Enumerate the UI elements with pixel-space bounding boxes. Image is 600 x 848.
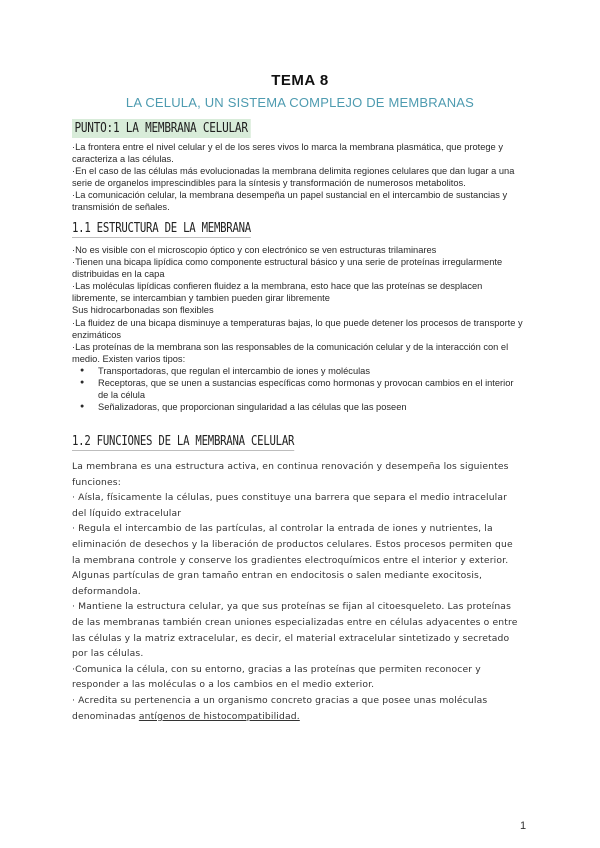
list-item: ● Señalizadoras, que proporcionan singularidad a las células que las poseen	[76, 401, 524, 413]
paragraph-text: · Acredita su pertenencia a un organismo concreto gracias a que posee unas moléculas denominadas	[72, 694, 488, 722]
paragraph: La membrana es una estructura activa, en continua renovación y desempeña los siguientes funciones:	[72, 461, 509, 488]
list-item: ● Receptoras, que se unen a sustancias específicas como hormonas y provocan cambios en el interior de la célula	[76, 377, 524, 401]
list-item: ● Transportadoras, que regulan el intercambio de iones y moléculas	[76, 365, 524, 377]
paragraph: ·No es visible con el microscopio óptico y con electrónico se ven estructuras trilaminares	[72, 245, 437, 255]
paragraph: · Mantiene la estructura celular, ya que sus proteínas se fijan al citoesqueleto. Las proteínas de las membranas también crean uniones especializadas entre en células adyacentes o entre las células y la matriz extracelular, es decir, el material extracelular sintetizado y secretado por las células.	[72, 601, 518, 660]
section-heading-membrana-celular: PUNTO:1 LA MEMBRANA CELULAR	[72, 119, 251, 138]
paragraph: ·Las proteínas de la membrana son las responsables de la comunicación celular y de la interacción con el medio. Existen varios tipos:	[72, 341, 509, 364]
paragraph: ·Tienen una bicapa lipídica como componente estructural básico y una serie de proteínas irregularmente distribuidas en la capa	[72, 257, 503, 280]
paragraph: ·La fluidez de una bicapa disminuye a temperaturas bajas, lo que puede detener los procesos de transporte y enzimáticos	[72, 317, 523, 340]
paragraph: ·La comunicación celular, la membrana desempeña un papel sustancial en el intercambio de sustancias y transmisión de señales.	[72, 190, 508, 213]
paragraph	[72, 693, 524, 724]
paragraph: Sus hidrocarbonadas son flexibles	[72, 305, 214, 316]
section1-body	[72, 141, 524, 214]
paragraph: ·Comunica la célula, con su entorno, gracias a las proteínas que permiten reconocer y responder a las moléculas o a los cambios en el medio exterior.	[72, 663, 481, 691]
paragraph: ·En el caso de las células más evolucionadas la membrana delimita regiones celulares que dan lugar a una serie de organelos imprescindibles para la síntesis y transformación de numerosos metabolitos.	[72, 166, 515, 189]
page-number: 1	[520, 820, 527, 832]
section-heading-funciones: 1.2 FUNCIONES DE LA MEMBRANA CELULAR	[72, 434, 295, 449]
section12-body	[72, 459, 524, 724]
paragraph: ·Las moléculas lipídicas confieren fluidez a la membrana, esto hace que las proteínas se desplacen libremente, se intercambian y tambien pueden girar libremente	[72, 281, 483, 304]
paragraph: · Regula el intercambio de las partículas, al controlar la entrada de iones y nutrientes, la eliminación de desechos y la liberación de productos celulares. Estos procesos permiten que la membrana controle y conserve los gradientes electroquímicos entre el interior y exterior. Algunas partículas de gran tamaño entran en endocitosis o salen mediante exocitosis, deformandola.	[72, 523, 513, 597]
section11-body	[72, 244, 524, 413]
paragraph: · Aísla, físicamente la células, pues constituye una barrera que separa el medio intracelular del líquido extracelular	[72, 492, 508, 519]
page-subtitle: LA CELULA, UN SISTEMA COMPLEJO DE MEMBRANAS	[125, 95, 475, 110]
protein-types-list	[72, 365, 524, 413]
section-heading-estructura: 1.1 ESTRUCTURA DE LA MEMBRANA	[72, 221, 251, 236]
paragraph: ·La frontera entre el nivel celular y el de los seres vivos lo marca la membrana plasmática, que protege y caracteriza a las células.	[72, 142, 503, 165]
page-title: TEMA 8	[271, 72, 329, 89]
underlined-term: antígenos de histocompatibilidad.	[138, 710, 300, 722]
